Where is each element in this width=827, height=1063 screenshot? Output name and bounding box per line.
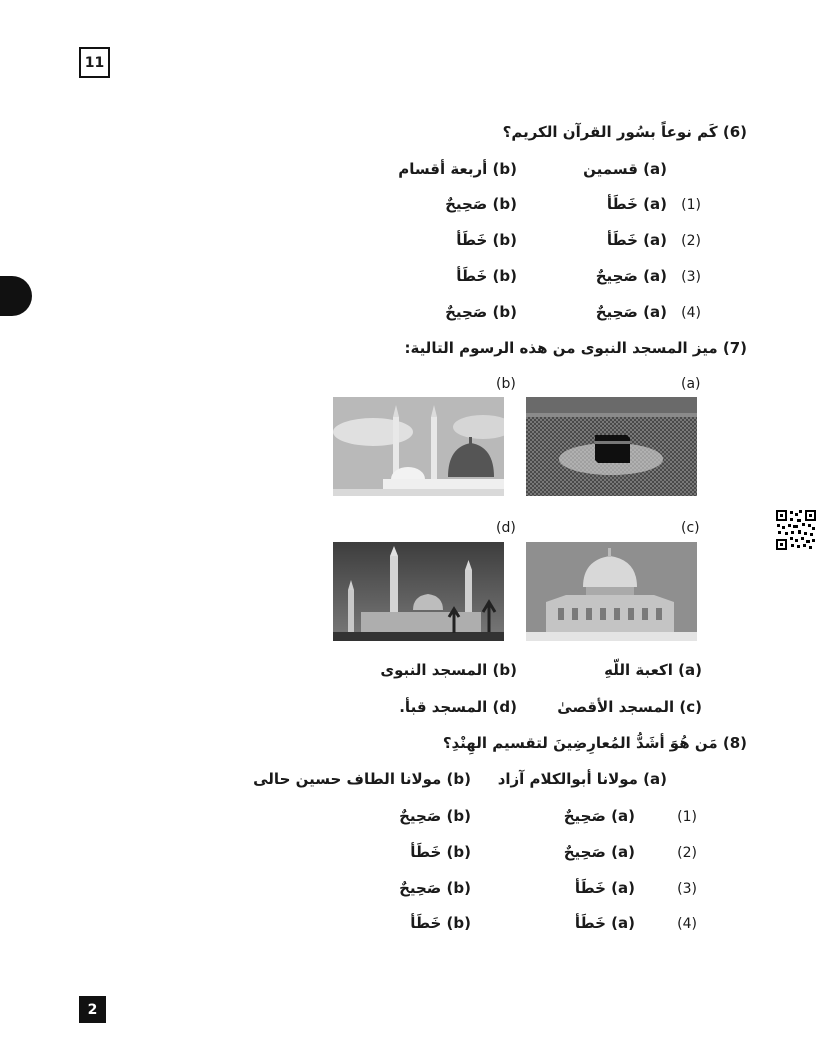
q8-row-4-b: (b) خَطَأ — [410, 914, 471, 932]
photo-prophets-mosque — [333, 397, 504, 496]
qr-code-icon — [776, 510, 816, 550]
q8-row-2-b: (b) خَطَأ — [410, 843, 471, 861]
photo-quba-mosque — [333, 542, 504, 641]
image-label-b: (b) — [496, 376, 516, 392]
photo-dome-of-the-rock — [526, 542, 697, 641]
q6-row-3-b: (b) خَطَأ — [456, 267, 517, 285]
q7-option-b: (b) المسجد النبوى — [380, 661, 517, 679]
q8-row-3-b: (b) صَحِيحٌ — [399, 879, 471, 897]
page-number-box: 11 — [79, 47, 110, 78]
q6-row-1-a: (a) خَطَأ — [606, 195, 667, 213]
question-6: (6) كَم نوعاً بسُور القرآن الكريم؟ — [502, 123, 747, 141]
question-7: (7) ميز المسجد النبوى من هذه الرسوم التالية: — [404, 339, 747, 357]
q8-row-2-num: (2) — [677, 845, 697, 861]
side-tab-marker — [0, 276, 32, 316]
q7-option-d: (d) المسجد قبأ. — [399, 698, 517, 716]
q8-row-2-a: (a) صَحِيحٌ — [563, 843, 635, 861]
q6-row-1-num: (1) — [681, 197, 701, 213]
q6-row-4-a: (a) صَحِيحٌ — [595, 303, 667, 321]
q6-row-4-num: (4) — [681, 305, 701, 321]
q6-option-b: (b) أربعة أقسام — [398, 160, 517, 178]
q6-row-2-num: (2) — [681, 233, 701, 249]
q6-row-1-b: (b) صَحِيحٌ — [445, 195, 517, 213]
q8-row-1-b: (b) صَحِيحٌ — [399, 807, 471, 825]
q6-row-3-num: (3) — [681, 269, 701, 285]
q8-row-4-a: (a) خَطَأ — [574, 914, 635, 932]
q6-row-2-b: (b) خَطَأ — [456, 231, 517, 249]
q7-option-c: (c) المسجد الأقصىٰ — [557, 698, 702, 716]
q6-row-4-b: (b) صَحِيحٌ — [445, 303, 517, 321]
q8-row-1-a: (a) صَحِيحٌ — [563, 807, 635, 825]
q8-row-3-num: (3) — [677, 881, 697, 897]
photo-kaaba — [526, 397, 697, 496]
image-label-a: (a) — [681, 376, 701, 392]
q6-option-a: (a) قسمين — [583, 160, 667, 178]
q8-row-4-num: (4) — [677, 916, 697, 932]
image-label-d: (d) — [496, 520, 516, 536]
footer-page-number: 2 — [79, 996, 106, 1023]
q8-row-3-a: (a) خَطَأ — [574, 879, 635, 897]
q7-option-a: (a) اكعبة اللّهِ — [604, 661, 702, 679]
q6-row-3-a: (a) صَحِيحٌ — [595, 267, 667, 285]
q8-row-1-num: (1) — [677, 809, 697, 825]
q6-row-2-a: (a) خَطَأ — [606, 231, 667, 249]
question-8: (8) مَن هُوَ أشَدُّ المُعارِضِينَ لتقسيم الهِنْدِ؟ — [442, 734, 747, 752]
q8-option-a: (a) مولانا أبوالكلام آزاد — [497, 770, 667, 788]
q8-option-b: (b) مولانا الطاف حسين حالى — [253, 770, 471, 788]
image-label-c: (c) — [681, 520, 700, 536]
